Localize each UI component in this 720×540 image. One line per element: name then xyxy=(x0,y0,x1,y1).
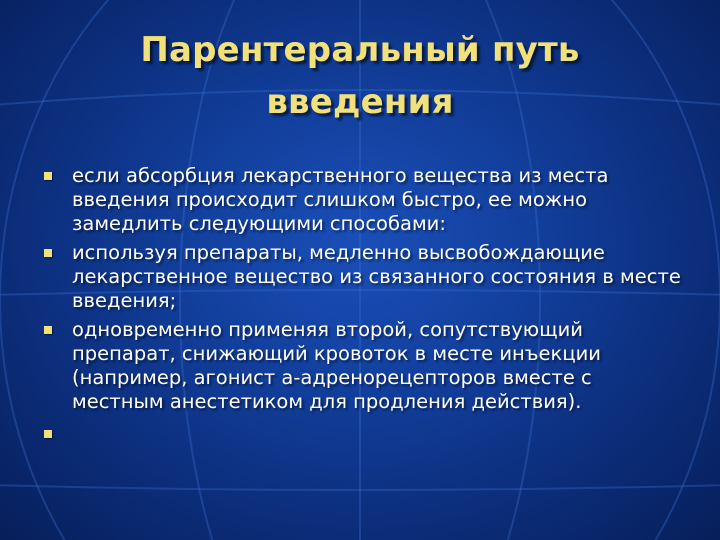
slide-title-line-1: Парентеральный путь xyxy=(140,30,580,70)
bullet-item-empty xyxy=(44,422,684,446)
bullet-item xyxy=(44,318,684,414)
bullet-text: если абсорбция лекарственного вещества из места введения происходит слишком быстро, ее можно замедлить следующими способами: xyxy=(72,164,609,235)
slide-title-line-2: введения xyxy=(266,82,454,122)
square-bullet-icon xyxy=(44,172,52,180)
square-bullet-icon xyxy=(44,249,52,257)
bullet-list xyxy=(44,164,684,451)
bullet-item xyxy=(44,164,684,236)
square-bullet-icon xyxy=(44,430,52,438)
bullet-text: используя препараты, медленно высвобождающие лекарственное вещество из связанного состояния в месте введения; xyxy=(72,241,681,312)
bullet-text: одновременно применяя второй, сопутствующий препарат, снижающий кровоток в месте инъекции (например, агонист а-адренорецепторов вместе с местным анестетиком для продления действия). xyxy=(72,318,601,413)
square-bullet-icon xyxy=(44,326,52,334)
bullet-item xyxy=(44,241,684,313)
slide-title xyxy=(60,24,660,128)
